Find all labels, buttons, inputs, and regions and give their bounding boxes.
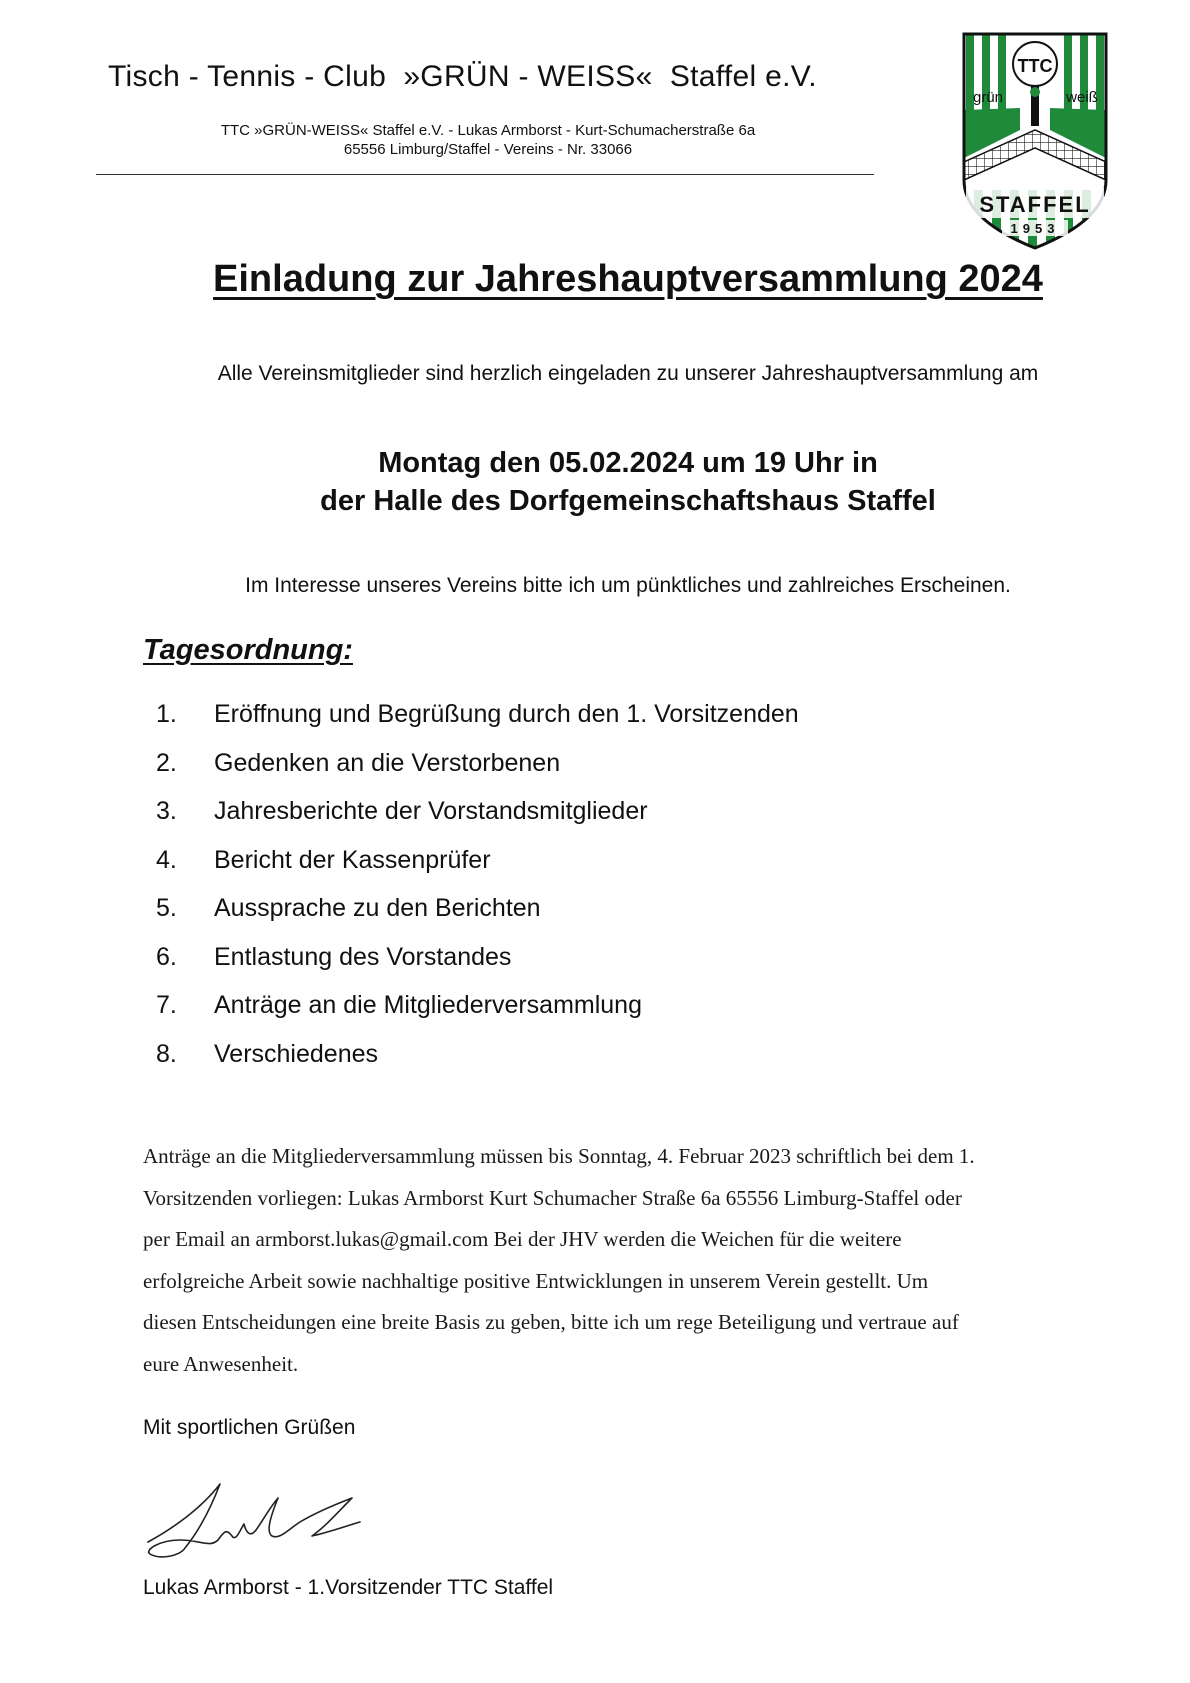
agenda-item-text: Entlastung des Vorstandes — [214, 942, 512, 971]
logo-text-staffel: STAFFEL — [979, 192, 1091, 217]
agenda-heading: Tagesordnung: — [143, 634, 353, 666]
paragraph-line: Anträge an die Mitgliederversammlung müssen bis Sonntag, 4. Februar 2023 schriftlich bei dem 1. — [143, 1144, 975, 1168]
agenda-item-text: Verschiedenes — [214, 1039, 379, 1068]
header-divider — [96, 174, 874, 175]
paragraph-line: eure Anwesenheit. — [143, 1351, 299, 1376]
paragraph-line: diesen Entscheidungen eine breite Basis zu geben, bitte ich um rege Beteiligung und vertraue auf — [143, 1310, 959, 1335]
agenda-list — [156, 700, 799, 1088]
attendance-request: Im Interesse unseres Vereins bitte ich um pünktliches und zahlreiches Erscheinen. — [245, 574, 1011, 597]
meeting-date-line: Montag den 05.02.2024 um 19 Uhr in — [378, 447, 878, 479]
agenda-item-text: Gedenken an die Verstorbenen — [214, 748, 561, 777]
page-title: Einladung zur Jahreshauptversammlung 2024 — [213, 258, 1043, 300]
agenda-item-text: Jahresberichte der Vorstandsmitglieder — [214, 797, 648, 825]
agenda-item — [156, 894, 799, 943]
motions-paragraph — [143, 1136, 1103, 1386]
agenda-item-text: Bericht der Kassenprüfer — [214, 845, 491, 874]
agenda-item-text: Aussprache zu den Berichten — [214, 894, 541, 922]
agenda-item-number: 6. — [156, 942, 177, 971]
club-address-line-2: 65556 Limburg/Staffel - Vereins - Nr. 33066 — [343, 141, 633, 158]
agenda-item — [156, 749, 799, 798]
agenda-item — [156, 1040, 799, 1089]
logo-text-weiss: weiß — [1066, 89, 1098, 106]
logo-text-gruen: grün — [972, 89, 1004, 106]
agenda-item-number: 1. — [156, 700, 177, 728]
agenda-item-number: 8. — [156, 1039, 177, 1068]
meeting-datetime — [0, 444, 1190, 520]
agenda-item — [156, 797, 799, 846]
logo-text-ttc: TTC — [1017, 56, 1053, 76]
logo-text-year: 1953 — [1010, 221, 1060, 236]
invitation-intro: Alle Vereinsmitglieder sind herzlich eingeladen zu unserer Jahreshauptversammlung am — [217, 362, 1039, 385]
agenda-item-number: 4. — [156, 845, 177, 874]
paragraph-line: erfolgreiche Arbeit sowie nachhaltige positive Entwicklungen in unserem Verein gestellt. Um — [143, 1268, 929, 1293]
club-address-line-1: TTC »GRÜN-WEISS« Staffel e.V. - Lukas Armborst - Kurt-Schumacherstraße 6a — [220, 122, 756, 139]
agenda-item-text: Anträge an die Mitgliederversammlung — [214, 991, 642, 1019]
paragraph-line: per Email an armborst.lukas@gmail.com Bei der JHV werden die Weichen für die weitere — [143, 1227, 902, 1252]
agenda-item-text: Eröffnung und Begrüßung durch den 1. Vorsitzenden — [214, 700, 799, 728]
club-logo — [960, 30, 1110, 252]
agenda-item-number: 3. — [156, 797, 177, 825]
agenda-item-number: 2. — [156, 748, 177, 777]
agenda-item — [156, 846, 799, 895]
paragraph-line: Vorsitzenden vorliegen: Lukas Armborst Kurt Schumacher Straße 6a 65556 Limburg-Staffel oder — [143, 1185, 962, 1210]
agenda-item-number: 7. — [156, 991, 177, 1019]
agenda-item-number: 5. — [156, 894, 177, 922]
meeting-location-line: der Halle des Dorfgemeinschaftshaus Staffel — [320, 485, 936, 517]
signer-name: Lukas Armborst - 1.Vorsitzender TTC Staffel — [143, 1576, 554, 1599]
agenda-item — [156, 943, 799, 992]
agenda-item — [156, 991, 799, 1040]
closing-greeting: Mit sportlichen Grüßen — [143, 1416, 356, 1439]
club-name: Tisch - Tennis - Club »GRÜN - WEISS« Staffel e.V. — [108, 60, 817, 93]
agenda-item — [156, 700, 799, 749]
handwritten-signature — [140, 1470, 390, 1570]
